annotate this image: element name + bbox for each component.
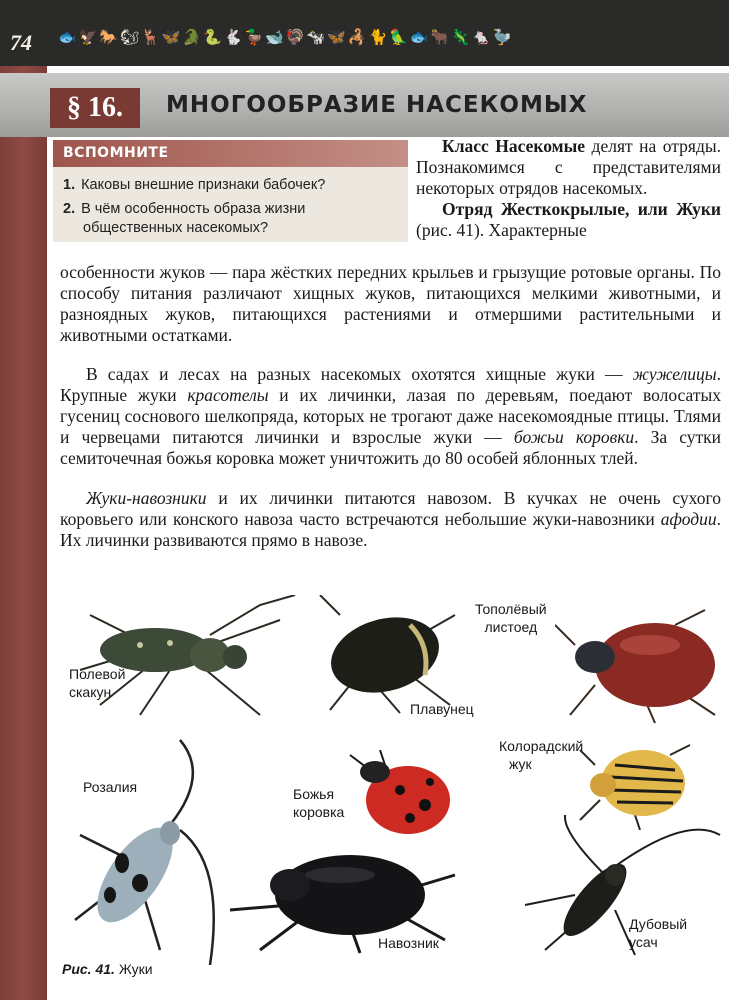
question-2-text-line1: В чём особенность образа жизни <box>81 201 306 217</box>
polevoy-skakun-image <box>60 595 300 725</box>
question-2-text-line2: общественных насекомых? <box>83 220 269 236</box>
animal-silhouettes-strip: 🐟🦅🐎🐿🦌🦋🐊🐍🐇🦆🐋🦃🐄🦋🦂🐈🦜🐟🐂🦎🐁🦤 <box>58 28 514 46</box>
question-1-number: 1. <box>63 177 76 193</box>
label-plavunets: Плавунец <box>410 701 474 717</box>
intro-rest: делят на отряды. Познакомимся с представителями некоторых отрядов насекомых. <box>416 136 721 198</box>
label-rozalia: Розалия <box>83 779 138 795</box>
section-number: § 16. <box>50 88 140 128</box>
paragraph-1: особенности жуков — пара жёстких передних крыльев и грызущие ротовые органы. По способу питания различают хищных жуков, питающихся мелкими животными, и разноядных жуков, питающихся растениями и отмершими растительными и животными остатками. <box>60 262 721 345</box>
paragraph-3: Жуки-навозники и их личинки питаются навозом. В кучках не очень сухого коровьего или конского навоза часто встречаются небольшие жуки-навозники афодии. Их личинки развиваются прямо в навозе. <box>60 488 721 550</box>
label-navoznik: Навозник <box>378 935 439 951</box>
label-polevoy: Полевой скакун <box>69 666 126 700</box>
intro-bold: Класс Насекомые <box>442 136 586 156</box>
label-topolevy: Тополёвый листоед <box>475 601 547 635</box>
plavunets-image <box>310 595 460 715</box>
rozalia-image <box>60 735 230 965</box>
label-bozhya: Божья коровка <box>293 786 345 820</box>
dubovy-usach-image <box>485 815 725 965</box>
question-1 <box>63 176 325 195</box>
side-bar <box>0 66 47 1000</box>
caption-text: Жуки <box>118 961 153 977</box>
question-2-number: 2. <box>63 201 76 217</box>
label-koloradsky: Колорадский жук <box>499 738 584 772</box>
label-dubovy: Дубовый усач <box>629 916 688 950</box>
bozhya-korovka-image <box>340 750 460 840</box>
intro-paragraph <box>416 136 721 241</box>
figure-41 <box>55 585 727 975</box>
page-number: 74 <box>10 30 32 55</box>
figure-caption <box>62 961 153 977</box>
order-rest: (рис. 41). Характерные <box>416 220 587 240</box>
paragraph-2: В садах и лесах на разных насекомых охотятся хищные жуки — жужелицы. Крупные жуки красотелы и их личинки, лазая по деревьям, поедают волосатых гусениц соснового шелкопряда, которых не трогают даже насекомоядные птицы. Тлями и червецами питаются личинки и взрослые жуки — божьи коровки. За сутки семиточечная божья коровка может уничтожить до 80 особей яблонных тлей. <box>60 364 721 468</box>
topolevy-listoed-image <box>555 605 725 725</box>
question-1-text: Каковы внешние признаки бабочек? <box>81 177 326 193</box>
caption-label: Рис. 41. <box>62 961 115 977</box>
remember-header <box>53 140 408 167</box>
question-2 <box>63 200 305 238</box>
order-bold: Отряд Жесткокрылые, или Жуки <box>442 199 721 219</box>
remember-title: ВСПОМНИТЕ <box>63 145 169 161</box>
section-title: МНОГООБРАЗИЕ НАСЕКОМЫХ <box>166 92 588 118</box>
